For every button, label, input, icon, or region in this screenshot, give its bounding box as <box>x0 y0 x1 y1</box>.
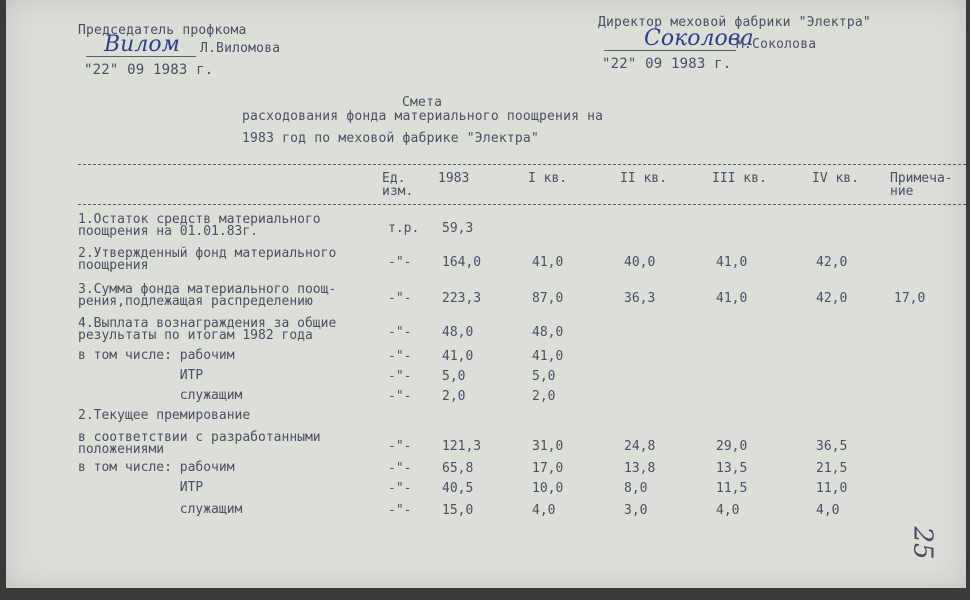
signature-line-right <box>604 50 736 51</box>
column-header-6: Примеча- ние <box>890 171 953 199</box>
row-unit: -"- <box>388 461 412 476</box>
row-label: служащим <box>78 502 243 517</box>
table-header-rule <box>78 204 966 205</box>
row-value-4: 42,0 <box>816 255 848 270</box>
row-label: служащим <box>78 388 243 403</box>
row-value-1: 4,0 <box>532 503 556 518</box>
row-label: 2.Текущее премирование <box>78 408 251 423</box>
document-page <box>6 0 966 588</box>
row-value-0: 164,0 <box>442 255 482 270</box>
approver-left-signature: Вилом <box>104 32 180 57</box>
row-label: 3.Сумма фонда материального поощ- рения,подлежащая распределению <box>78 282 337 309</box>
doc-title-line2: расходования фонда материального поощрения на <box>242 109 604 124</box>
column-header-3: II кв. <box>620 171 667 186</box>
row-value-5: 17,0 <box>894 291 926 306</box>
doc-title-line3: 1983 год по меховой фабрике "Электра" <box>242 131 539 146</box>
approver-left-title: Председатель профкома <box>78 23 247 38</box>
row-value-0: 121,3 <box>442 439 482 454</box>
signature-line-left <box>86 56 196 57</box>
row-value-2: 8,0 <box>624 481 648 496</box>
approver-right-date: "22" 09 1983 г. <box>602 56 732 72</box>
row-label: 4.Выплата вознаграждения за общие результаты по итогам 1982 года <box>78 316 337 343</box>
row-unit: -"- <box>388 325 412 340</box>
row-label: 2.Утвержденный фонд материального поощрения <box>78 246 337 273</box>
row-unit: -"- <box>388 255 412 270</box>
row-value-1: 31,0 <box>532 439 564 454</box>
row-value-4: 21,5 <box>816 461 848 476</box>
row-value-0: 5,0 <box>442 369 466 384</box>
approver-right-title: Директор меховой фабрики "Электра" <box>598 15 871 30</box>
row-label: в том числе: рабочим <box>78 348 235 363</box>
row-value-0: 2,0 <box>442 389 466 404</box>
row-unit: -"- <box>388 503 412 518</box>
row-value-3: 11,5 <box>716 481 748 496</box>
table-top-rule <box>78 164 966 165</box>
row-value-3: 29,0 <box>716 439 748 454</box>
row-value-0: 15,0 <box>442 503 474 518</box>
row-value-0: 41,0 <box>442 349 474 364</box>
row-label: в соответствии с разработанными положениями <box>78 430 321 457</box>
row-label: в том числе: рабочим <box>78 460 235 475</box>
margin-annotation: 25 <box>907 526 938 560</box>
row-unit: -"- <box>388 291 412 306</box>
column-header-2: I кв. <box>528 171 568 186</box>
column-header-1: 1983 <box>438 171 470 186</box>
row-unit: -"- <box>388 439 412 454</box>
row-value-3: 41,0 <box>716 255 748 270</box>
row-value-4: 11,0 <box>816 481 848 496</box>
row-value-2: 13,8 <box>624 461 656 476</box>
row-value-3: 41,0 <box>716 291 748 306</box>
row-label: 1.Остаток средств материального поощрения на 01.01.83г. <box>78 212 321 239</box>
row-label: ИТР <box>78 480 204 495</box>
row-value-2: 36,3 <box>624 291 656 306</box>
row-value-1: 17,0 <box>532 461 564 476</box>
approver-left-date: "22" 09 1983 г. <box>84 62 214 78</box>
row-value-0: 48,0 <box>442 325 474 340</box>
row-value-0: 65,8 <box>442 461 474 476</box>
row-value-4: 4,0 <box>816 503 840 518</box>
row-value-4: 42,0 <box>816 291 848 306</box>
row-value-1: 48,0 <box>532 325 564 340</box>
row-value-2: 24,8 <box>624 439 656 454</box>
row-value-1: 5,0 <box>532 369 556 384</box>
row-value-2: 40,0 <box>624 255 656 270</box>
row-value-0: 223,3 <box>442 291 482 306</box>
row-label: ИТР <box>78 368 204 383</box>
row-value-3: 4,0 <box>716 503 740 518</box>
row-value-2: 3,0 <box>624 503 648 518</box>
column-header-5: IV кв. <box>812 171 859 186</box>
row-value-1: 41,0 <box>532 349 564 364</box>
approver-right-name: М.Соколова <box>736 37 817 52</box>
row-value-1: 41,0 <box>532 255 564 270</box>
row-value-4: 36,5 <box>816 439 848 454</box>
row-unit: -"- <box>388 349 412 364</box>
row-value-1: 87,0 <box>532 291 564 306</box>
approver-right-signature: Соколова <box>644 26 754 51</box>
row-value-3: 13,5 <box>716 461 748 476</box>
row-unit: т.р. <box>388 221 420 236</box>
row-unit: -"- <box>388 481 412 496</box>
approver-left-name: Л.Виломова <box>200 41 281 56</box>
column-header-4: III кв. <box>712 171 767 186</box>
row-unit: -"- <box>388 389 412 404</box>
doc-title-line1: Смета <box>402 95 443 110</box>
row-value-0: 59,3 <box>442 221 474 236</box>
row-unit: -"- <box>388 369 412 384</box>
row-value-1: 2,0 <box>532 389 556 404</box>
row-value-0: 40,5 <box>442 481 474 496</box>
row-value-1: 10,0 <box>532 481 564 496</box>
column-header-0: Ед. изм. <box>382 171 414 199</box>
